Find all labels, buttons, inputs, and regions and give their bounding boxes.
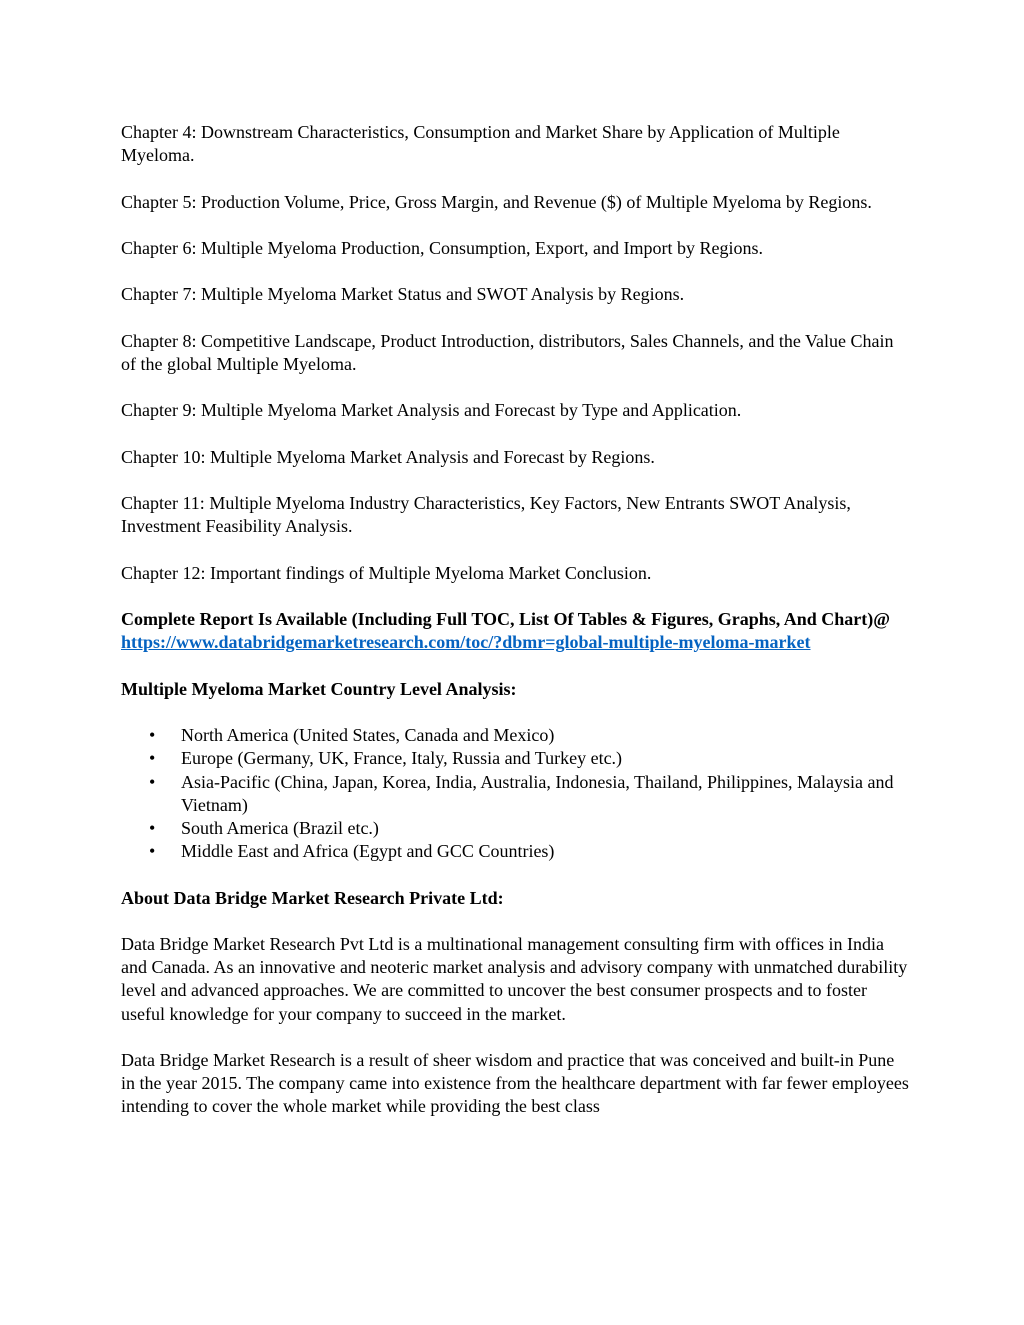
list-item — [149, 817, 911, 840]
region-asia-pacific: Asia-Pacific (China, Japan, Korea, India, Australia, Indonesia, Thailand, Philippines, Malaysia and Vietnam) — [181, 771, 894, 815]
report-availability-text: Complete Report Is Available (Including Full TOC, List Of Tables & Figures, Graphs, And Chart)@ — [121, 609, 891, 630]
region-europe: Europe (Germany, UK, France, Italy, Russia and Turkey etc.) — [181, 748, 623, 769]
chapter-5: Chapter 5: Production Volume, Price, Gross Margin, and Revenue ($) of Multiple Myeloma by Regions. — [121, 191, 872, 212]
list-item — [149, 840, 911, 863]
region-middle-east-africa: Middle East and Africa (Egypt and GCC Countries) — [181, 841, 555, 862]
chapter-8: Chapter 8: Competitive Landscape, Product Introduction, distributors, Sales Channels, and the Value Chain of the global Multiple Myeloma. — [121, 330, 894, 374]
chapter-12: Chapter 12: Important findings of Multiple Myeloma Market Conclusion. — [121, 562, 652, 583]
region-list — [121, 724, 911, 863]
chapter-4: Chapter 4: Downstream Characteristics, Consumption and Market Share by Application of Multiple Myeloma. — [121, 122, 840, 166]
report-toc-link[interactable]: https://www.databridgemarketresearch.com/toc/?dbmr=global-multiple-myeloma-market — [121, 632, 811, 653]
chapter-11: Chapter 11: Multiple Myeloma Industry Characteristics, Key Factors, New Entrants SWOT Analysis, Investment Feasibility Analysis. — [121, 493, 851, 537]
chapter-9: Chapter 9: Multiple Myeloma Market Analysis and Forecast by Type and Application. — [121, 400, 742, 421]
bullet-icon: • — [149, 817, 156, 838]
about-paragraph-1: Data Bridge Market Research Pvt Ltd is a multinational management consulting firm with offices in India and Canada. As an innovative and neoteric market analysis and advisory company with unmatched durability level and advanced approaches. We are committed to uncover the best consumer prospects and to foster useful knowledge for your company to succeed in the market. — [121, 933, 908, 1024]
about-paragraph-2: Data Bridge Market Research is a result of sheer wisdom and practice that was conceived and built-in Pune in the year 2015. The company came into existence from the healthcare department with far fewer employees intending to cover the whole market while providing the best class — [121, 1049, 909, 1117]
region-south-america: South America (Brazil etc.) — [181, 817, 379, 838]
list-item — [149, 747, 911, 770]
bullet-icon: • — [149, 748, 156, 769]
bullet-icon: • — [149, 725, 156, 746]
bullet-icon: • — [149, 841, 156, 862]
chapter-6: Chapter 6: Multiple Myeloma Production, Consumption, Export, and Import by Regions. — [121, 237, 763, 258]
bullet-icon: • — [149, 771, 156, 792]
chapter-10: Chapter 10: Multiple Myeloma Market Analysis and Forecast by Regions. — [121, 446, 655, 467]
list-item — [149, 771, 911, 817]
region-north-america: North America (United States, Canada and Mexico) — [181, 725, 555, 746]
report-availability — [121, 608, 911, 654]
document-page — [121, 121, 911, 1142]
country-analysis-heading: Multiple Myeloma Market Country Level Analysis: — [121, 678, 517, 699]
chapter-7: Chapter 7: Multiple Myeloma Market Status and SWOT Analysis by Regions. — [121, 284, 685, 305]
list-item — [149, 724, 911, 747]
about-heading: About Data Bridge Market Research Private Ltd: — [121, 887, 504, 908]
